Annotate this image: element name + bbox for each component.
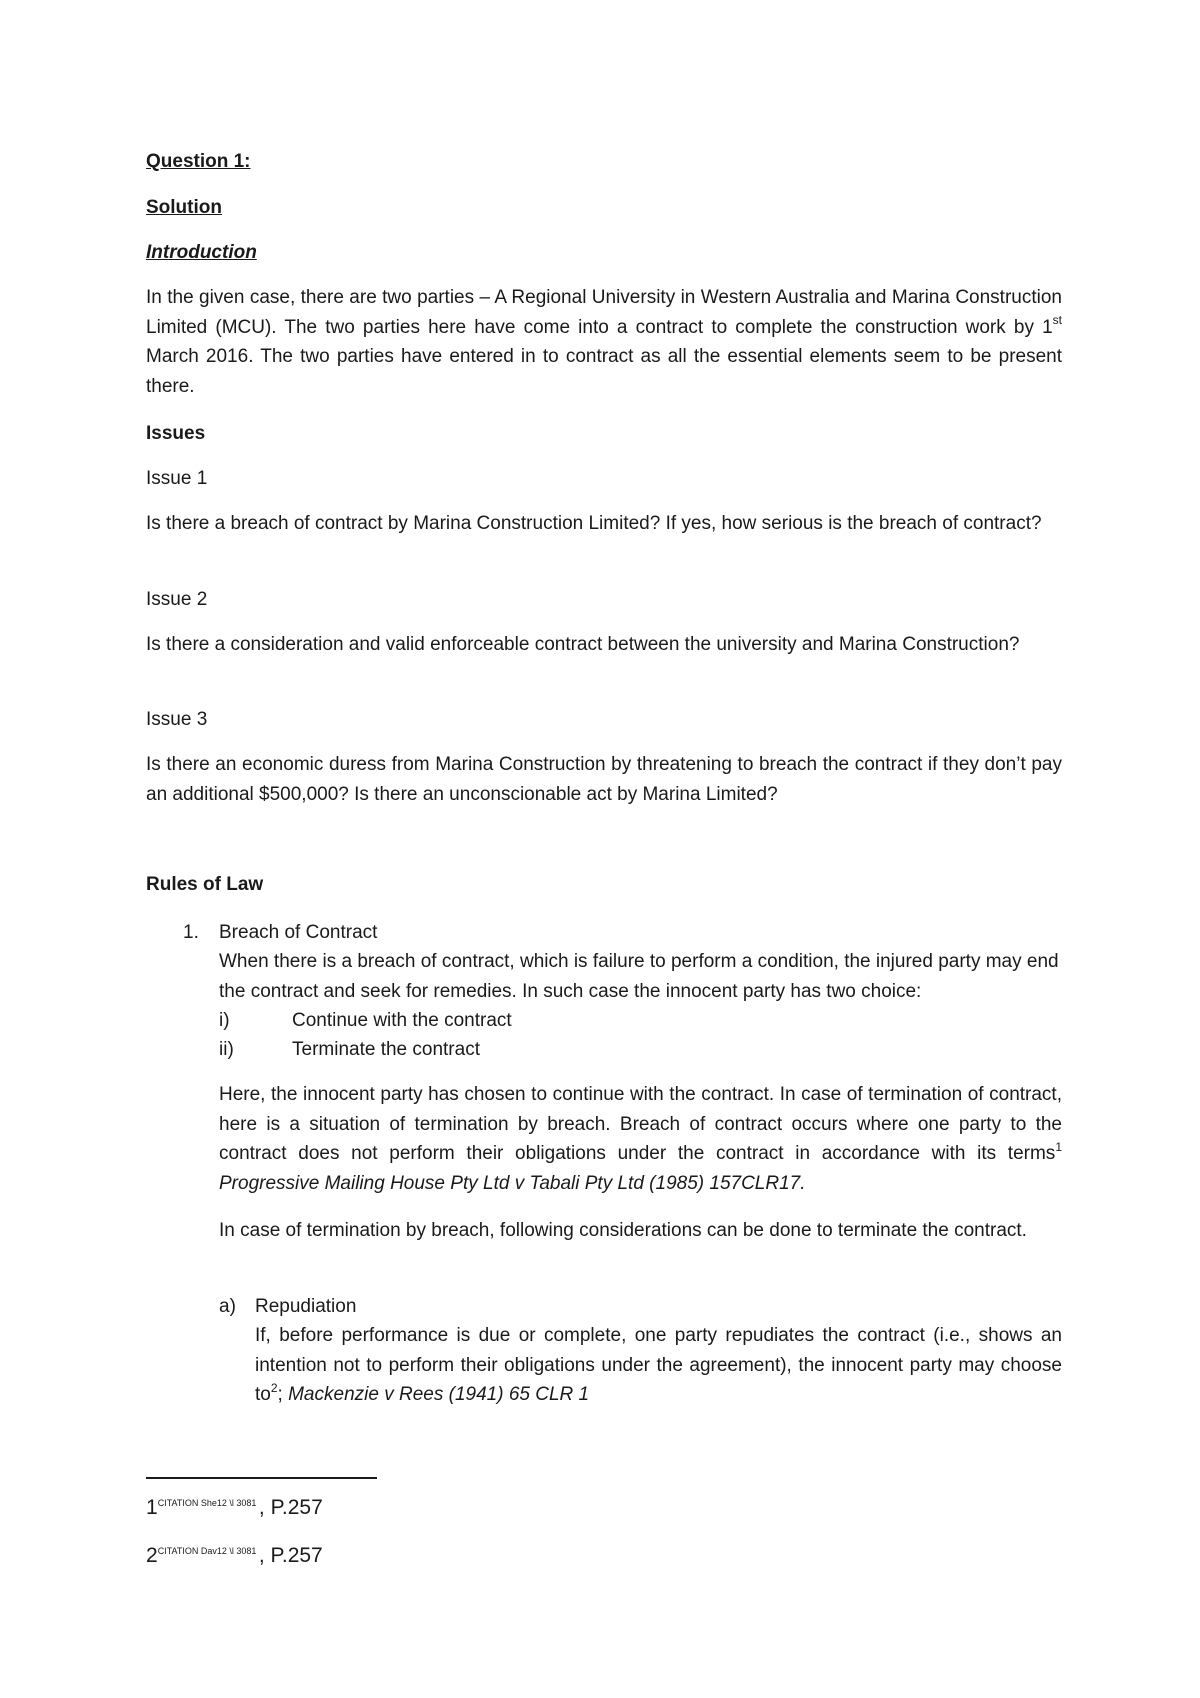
footnote-2-code: CITATION Dav12 \l 3081 xyxy=(157,1546,259,1556)
footnote-ref-2: 2 xyxy=(270,1380,278,1395)
issues-heading: Issues xyxy=(146,423,206,444)
introduction-paragraph xyxy=(146,283,1062,401)
rules-paragraph-1 xyxy=(219,1080,1062,1198)
footnote-1-suffix: , P.257 xyxy=(258,1496,323,1519)
choice-2-number: ii) xyxy=(219,1039,234,1060)
case-citation-2: Mackenzie v Rees (1941) 65 CLR 1 xyxy=(282,1384,590,1405)
issue-2-text: Is there a consideration and valid enforceable contract between the university and Marina Construction? xyxy=(146,634,1020,655)
introduction-heading: Introduction xyxy=(146,242,257,263)
rules-paragraph-1-text: Here, the innocent party has chosen to continue with the contract. In case of termination of contract, here is a situation of termination by breach. Breach of contract occurs where one party to the contract does not perform their obligations under the contract in accordance with its terms xyxy=(219,1084,1062,1164)
solution-heading: Solution xyxy=(146,197,222,218)
issue-1-label: Issue 1 xyxy=(146,468,208,489)
choice-1-text: Continue with the contract xyxy=(292,1010,512,1031)
rules-heading: Rules of Law xyxy=(146,874,264,895)
footnote-1-number: 1 xyxy=(146,1496,158,1519)
sub-a-text: If, before performance is due or complete, one party repudiates the contract (i.e., shows an intention not to perform their obligations under the agreement), the innocent party may choose to xyxy=(255,1325,1062,1405)
rule-1-number: 1. xyxy=(183,922,199,943)
sub-a-separator: ; xyxy=(277,1384,283,1405)
footnote-ref-1: 1 xyxy=(1055,1139,1062,1154)
rules-paragraph-2: In case of termination by breach, following considerations can be done to terminate the contract. xyxy=(219,1220,1027,1241)
choice-1-number: i) xyxy=(219,1010,230,1031)
issue-3-label: Issue 3 xyxy=(146,709,208,730)
sub-a-paragraph xyxy=(255,1321,1062,1410)
rule-1-title: Breach of Contract xyxy=(219,922,378,943)
footnote-1 xyxy=(146,1491,323,1520)
question-heading: Question 1: xyxy=(146,151,251,172)
introduction-text-1: In the given case, there are two parties – A Regional University in Western Australia and Marina Construction Limited (MCU). The two parties here have come into a contract to complete the construction work by 1 xyxy=(146,287,1062,338)
issue-1-text: Is there a breach of contract by Marina Construction Limited? If yes, how serious is the breach of contract? xyxy=(146,513,1042,534)
introduction-sup: st xyxy=(1052,313,1062,328)
choice-2-text: Terminate the contract xyxy=(292,1039,480,1060)
issue-2-label: Issue 2 xyxy=(146,589,208,610)
issue-3-text: Is there an economic duress from Marina Construction by threatening to breach the contract if they don’t pay an additional $500,000? Is there an unconscionable act by Marina Limited? xyxy=(146,754,1062,805)
sub-a-label: a) xyxy=(219,1296,236,1317)
footnote-separator xyxy=(146,1477,377,1479)
introduction-text-2: March 2016. The two parties have entered in to contract as all the essential elements seem to be present there. xyxy=(146,346,1062,397)
rule-1-text: When there is a breach of contract, which is failure to perform a condition, the injured party may end the contract and seek for remedies. In such case the innocent party has two choice: xyxy=(219,951,1059,1002)
sub-a-title: Repudiation xyxy=(255,1296,357,1317)
footnote-1-code: CITATION She12 \l 3081 xyxy=(157,1498,259,1508)
case-citation-1: Progressive Mailing House Pty Ltd v Tabali Pty Ltd (1985) 157CLR17. xyxy=(219,1172,806,1194)
footnote-2-number: 2 xyxy=(146,1544,158,1567)
footnote-2-suffix: , P.257 xyxy=(258,1544,323,1567)
footnote-2 xyxy=(146,1539,323,1568)
